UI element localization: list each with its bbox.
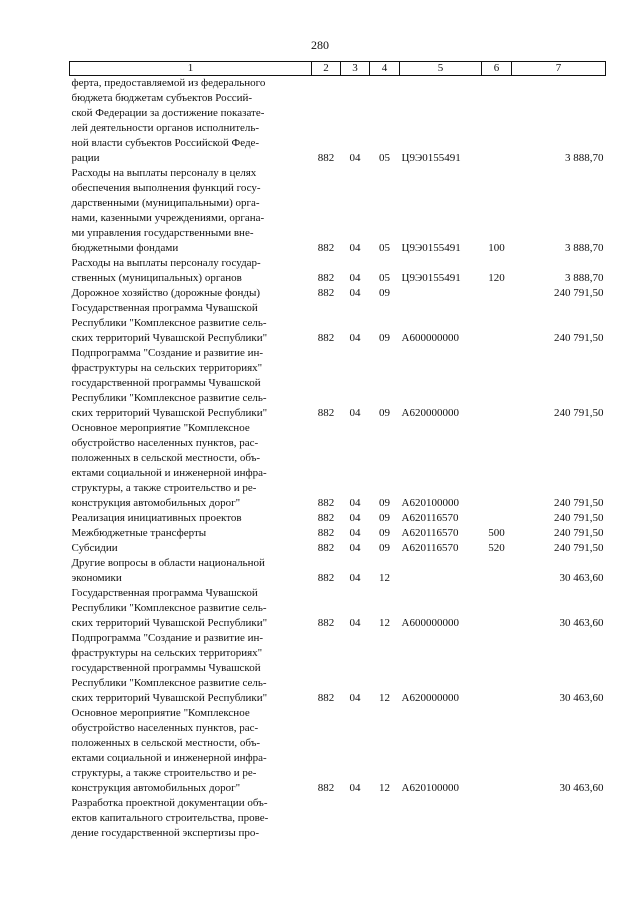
table-row <box>70 586 606 631</box>
row-target-article: А620116570 <box>401 512 459 524</box>
row-ministry-code: 882 <box>317 512 335 524</box>
table-body <box>70 76 606 842</box>
row-description: Расходы на выплаты персоналу в целях обеспечения выполнения функций госу- дарственными (муниципальными) орга- нами, казенными учреждениями, органа- ми управления государственными вне- бюджетными фондами <box>71 167 265 254</box>
row-expense-type <box>482 796 512 841</box>
row-subsection: 09 <box>379 287 390 299</box>
row-ministry-code: 882 <box>317 527 335 539</box>
row-amount: 30 463,60 <box>559 617 604 629</box>
row-ministry-code: 882 <box>317 407 335 419</box>
row-subsection: 12 <box>379 617 390 629</box>
row-ministry-code <box>312 796 341 841</box>
row-section: 04 <box>349 287 361 299</box>
row-description: Субсидии <box>71 542 118 554</box>
row-amount: 3 888,70 <box>565 272 604 284</box>
table-row <box>70 76 606 167</box>
header-col-4: 4 <box>370 62 400 76</box>
row-section: 04 <box>349 527 361 539</box>
row-amount: 240 791,50 <box>554 512 604 524</box>
table-row <box>70 286 606 301</box>
row-expense-type <box>482 301 512 346</box>
row-ministry-code: 882 <box>317 242 335 254</box>
row-subsection: 12 <box>379 692 390 704</box>
table-row <box>70 511 606 526</box>
row-section: 04 <box>349 512 361 524</box>
row-expense-type: 120 <box>488 272 505 284</box>
row-amount: 240 791,50 <box>554 497 604 509</box>
row-target-article: А600000000 <box>401 332 459 344</box>
row-section: 04 <box>349 542 361 554</box>
row-ministry-code: 882 <box>317 617 335 629</box>
row-section: 04 <box>349 152 361 164</box>
row-target-article: Ц9Э0155491 <box>401 272 461 284</box>
row-ministry-code: 882 <box>317 497 335 509</box>
row-target-article <box>400 556 482 586</box>
header-col-1: 1 <box>70 62 312 76</box>
row-subsection: 12 <box>379 782 390 794</box>
row-description: ферта, предоставляемой из федерального бюджета бюджетам субъектов Россий- ской Федерации за достижение показате- лей деятельности органов исполнитель- ной власти субъектов Российской Феде- рации <box>71 77 266 164</box>
row-expense-type <box>482 631 512 706</box>
row-description: Реализация инициативных проектов <box>71 512 242 524</box>
row-amount: 240 791,50 <box>554 542 604 554</box>
table-row <box>70 796 606 841</box>
row-section: 04 <box>349 407 361 419</box>
row-subsection: 05 <box>379 272 390 284</box>
row-target-article: А620000000 <box>401 692 459 704</box>
row-ministry-code: 882 <box>317 692 335 704</box>
row-description: Межбюджетные трансферты <box>71 527 207 539</box>
table-row <box>70 256 606 286</box>
row-target-article: А620000000 <box>401 407 459 419</box>
row-expense-type <box>482 421 512 511</box>
row-expense-type: 520 <box>488 542 505 554</box>
row-section: 04 <box>349 497 361 509</box>
row-expense-type <box>482 511 512 526</box>
row-target-article: Ц9Э0155491 <box>401 152 461 164</box>
table-row <box>70 421 606 511</box>
table-row <box>70 556 606 586</box>
row-target-article <box>400 286 482 301</box>
row-expense-type <box>482 346 512 421</box>
row-subsection: 05 <box>379 152 390 164</box>
row-section: 04 <box>349 692 361 704</box>
row-expense-type <box>482 586 512 631</box>
row-subsection <box>370 796 400 841</box>
row-amount: 240 791,50 <box>554 527 604 539</box>
table-row <box>70 706 606 796</box>
row-target-article: А620100000 <box>401 782 459 794</box>
header-col-6: 6 <box>482 62 512 76</box>
table-row <box>70 526 606 541</box>
row-amount: 30 463,60 <box>559 692 604 704</box>
row-amount: 240 791,50 <box>554 287 604 299</box>
row-target-article: А620116570 <box>401 542 459 554</box>
row-subsection: 09 <box>379 542 390 554</box>
row-ministry-code: 882 <box>317 332 335 344</box>
row-ministry-code: 882 <box>317 542 335 554</box>
row-section: 04 <box>349 617 361 629</box>
row-description: Разработка проектной документации объ- ектов капитального строительства, прове- дение государственной экспертизы про- <box>71 797 269 839</box>
row-description: Расходы на выплаты персоналу государ- ственных (муниципальных) органов <box>71 257 261 284</box>
header-row <box>70 62 606 76</box>
row-target-article: А620100000 <box>401 497 459 509</box>
header-col-2: 2 <box>312 62 341 76</box>
row-ministry-code: 882 <box>317 782 335 794</box>
budget-table <box>69 61 606 841</box>
row-section: 04 <box>349 782 361 794</box>
row-description: Основное мероприятие "Комплексное обустройство населенных пунктов, рас- положенных в сельской местности, объ- ектами социальной и инженерной инфра- структуры, а также строительство и ре- конструкция автомобильных дорог" <box>71 707 267 794</box>
header-col-7: 7 <box>512 62 606 76</box>
page-number: 280 <box>311 38 329 52</box>
row-expense-type <box>482 286 512 301</box>
row-description: Подпрограмма "Создание и развитие ин- фраструктуры на сельских территориях" государственной программы Чувашской Республики "Комплексное развитие сель- ских территорий Чувашской Республики" <box>71 632 268 704</box>
row-amount: 3 888,70 <box>565 242 604 254</box>
row-description: Основное мероприятие "Комплексное обустройство населенных пунктов, рас- положенных в сельской местности, объ- ектами социальной и инженерной инфра- структуры, а также строительство и ре- конструкция автомобильных дорог" <box>71 422 267 509</box>
row-section: 04 <box>349 332 361 344</box>
row-expense-type: 500 <box>488 527 505 539</box>
table-row <box>70 346 606 421</box>
row-amount: 30 463,60 <box>559 782 604 794</box>
table-row <box>70 541 606 556</box>
table-row <box>70 166 606 256</box>
header-col-3: 3 <box>341 62 370 76</box>
row-ministry-code: 882 <box>317 287 335 299</box>
row-expense-type <box>482 556 512 586</box>
row-subsection: 12 <box>379 572 390 584</box>
row-section <box>341 796 370 841</box>
row-ministry-code: 882 <box>317 152 335 164</box>
row-expense-type <box>482 706 512 796</box>
row-section: 04 <box>349 572 361 584</box>
table-row <box>70 631 606 706</box>
row-subsection: 09 <box>379 497 390 509</box>
row-description: Другие вопросы в области национальной экономики <box>71 557 265 584</box>
row-expense-type <box>482 76 512 167</box>
row-section: 04 <box>349 242 361 254</box>
row-target-article: А600000000 <box>401 617 459 629</box>
row-amount: 240 791,50 <box>554 332 604 344</box>
row-amount <box>512 796 606 841</box>
row-ministry-code: 882 <box>317 572 335 584</box>
row-description: Государственная программа Чувашской Республики "Комплексное развитие сель- ских территорий Чувашской Республики" <box>71 302 268 344</box>
row-amount: 3 888,70 <box>565 152 604 164</box>
row-amount: 30 463,60 <box>559 572 604 584</box>
row-subsection: 09 <box>379 527 390 539</box>
row-subsection: 05 <box>379 242 390 254</box>
row-subsection: 09 <box>379 512 390 524</box>
row-target-article <box>400 796 482 841</box>
row-description: Государственная программа Чувашской Республики "Комплексное развитие сель- ских территорий Чувашской Республики" <box>71 587 268 629</box>
row-subsection: 09 <box>379 407 390 419</box>
row-section: 04 <box>349 272 361 284</box>
header-col-5: 5 <box>400 62 482 76</box>
row-amount: 240 791,50 <box>554 407 604 419</box>
row-target-article: А620116570 <box>401 527 459 539</box>
row-subsection: 09 <box>379 332 390 344</box>
row-description: Подпрограмма "Создание и развитие ин- фраструктуры на сельских территориях" государственной программы Чувашской Республики "Комплексное развитие сель- ских территорий Чувашской Республики" <box>71 347 268 419</box>
row-expense-type: 100 <box>488 242 505 254</box>
table-row <box>70 301 606 346</box>
row-target-article: Ц9Э0155491 <box>401 242 461 254</box>
row-description: Дорожное хозяйство (дорожные фонды) <box>71 287 261 299</box>
row-ministry-code: 882 <box>317 272 335 284</box>
